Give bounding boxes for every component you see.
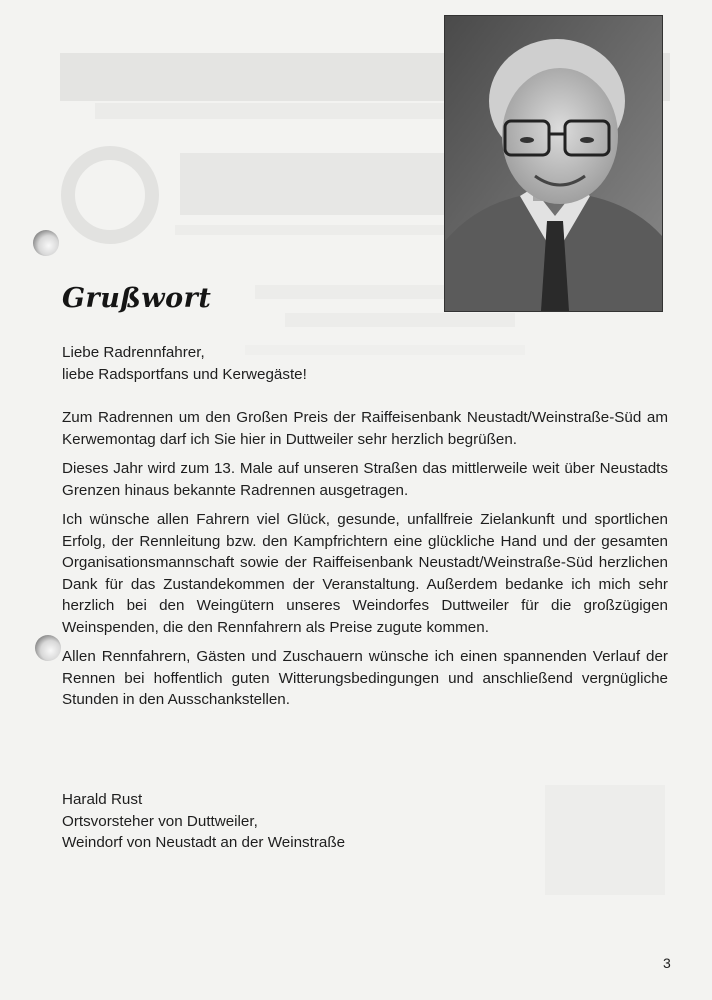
letter-body [62,407,668,719]
signature-name: Harald Rust [62,791,143,808]
page-number: 3 [663,955,671,971]
greeting-line-1: Liebe Radrennfahrer, [62,344,205,361]
punch-hole-top [33,230,59,256]
paragraph-4: Allen Rennfahrern, Gästen und Zuschauern wünsche ich einen spannenden Verlauf der Rennen bei hoffentlich guten Witterungsbedingungen und anschließend vergnügliche Stunden in den Ausschankstellen. [62,648,668,708]
paragraph-2: Dieses Jahr wird zum 13. Male auf unseren Straßen das mittlerweile weit über Neustadts Grenzen hinaus bekannte Radrennen ausgetragen. [62,460,668,499]
punch-hole-bottom [35,635,61,661]
greeting [62,342,668,385]
paragraph-1: Zum Radrennen um den Großen Preis der Raiffeisenbank Neustadt/Weinstraße-Süd am Kerwemontag darf ich Sie hier in Duttweiler sehr herzlich begrüßen. [62,409,668,448]
signature-title: Ortsvorsteher von Duttweiler, [62,812,258,830]
signature-place: Weindorf von Neustadt an der Weinstraße [62,834,346,851]
signature-block [62,789,668,854]
paragraph-3: Ich wünsche allen Fahrern viel Glück, gesunde, unfallfreie Zielankunft und sportlichen Erfolg, der Rennleitung bzw. den Kampfrichtern eine glückliche Hand und der gesamten Organisationsmannschaft sowie der Raiffeisenbank Neustadt/Weinstraße-Süd herzlichen Dank für das Zustandekommen der Veranstaltung. Außerdem bedanke ich mich sehr herzlich bei den Weingütern unseres Weindorfes Duttweiler für die großzügigen Weinspenden, die den Rennfahrern als Preise zugute kommen. [62,511,668,636]
greeting-line-2: liebe Radsportfans und Kerwegäste! [62,365,307,383]
portrait-photo [444,15,663,312]
page-heading: Grußwort [62,283,212,314]
